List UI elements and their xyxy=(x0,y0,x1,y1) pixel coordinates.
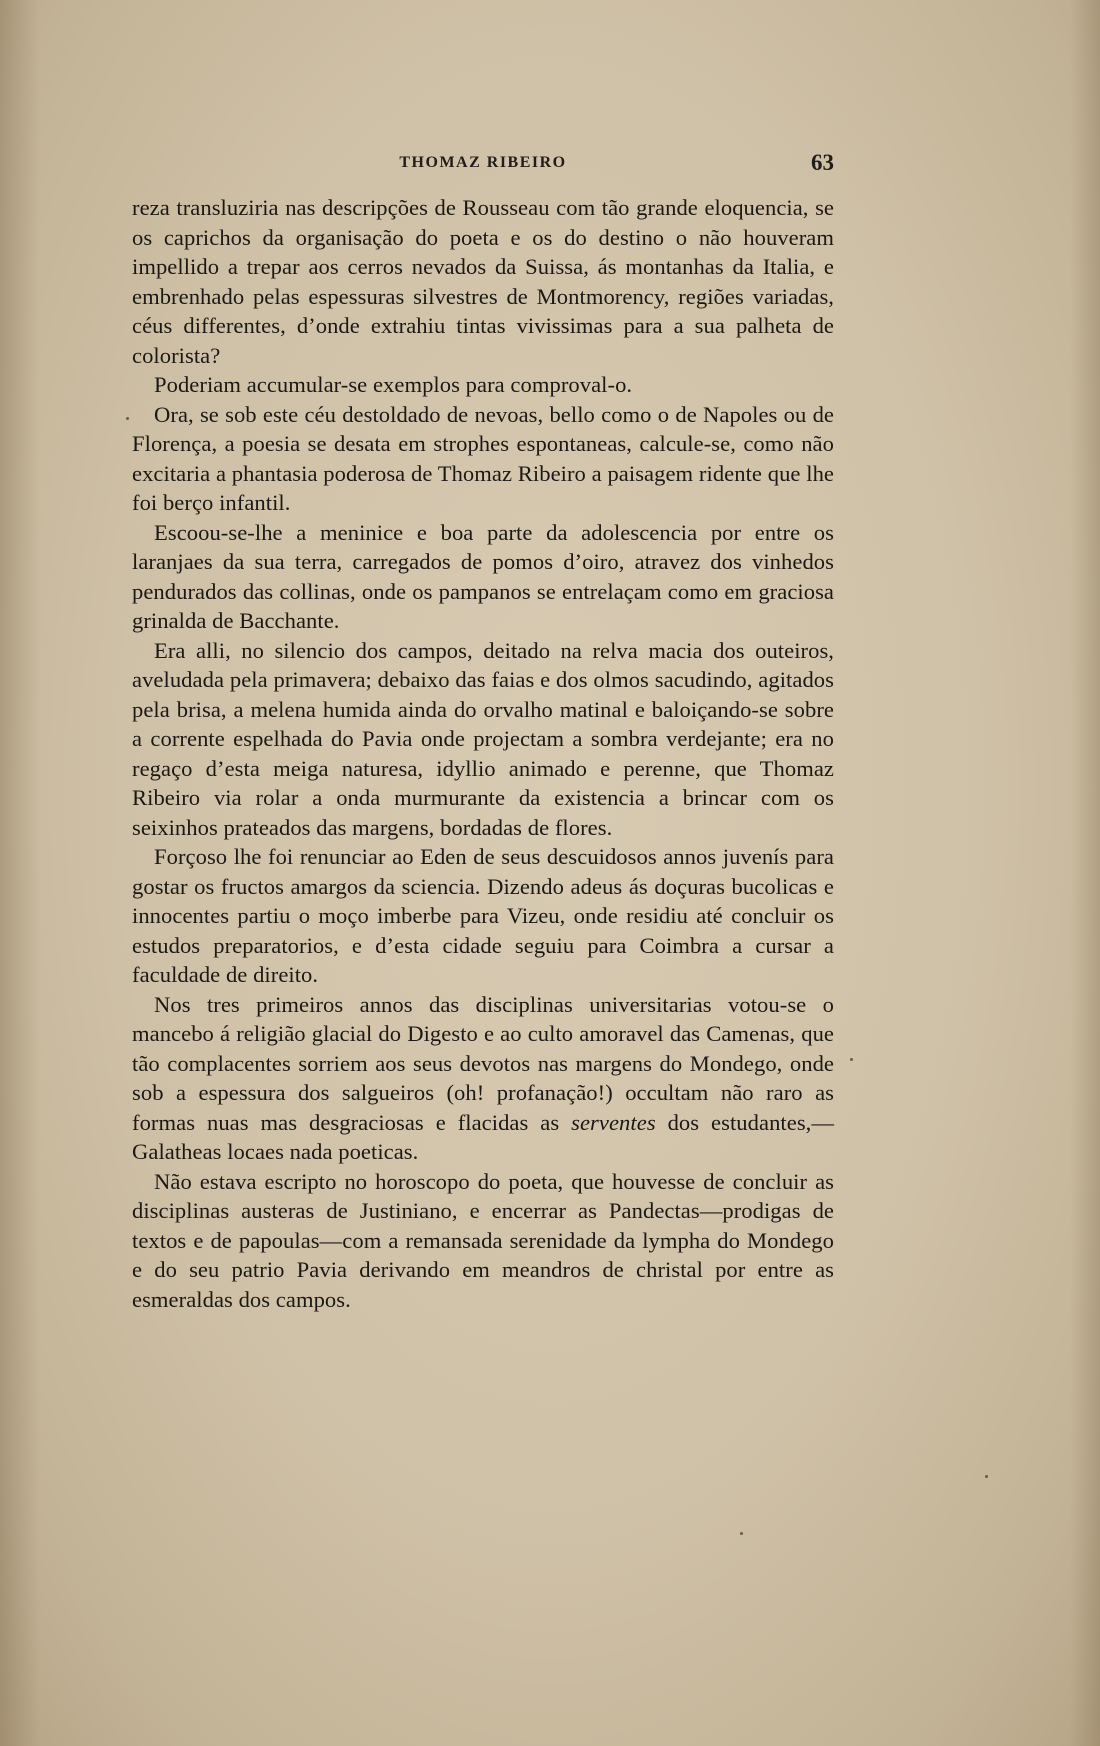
paragraph-7 xyxy=(132,990,834,1167)
paragraph-1: reza transluziria nas descripções de Rousseau com tão grande eloquencia, se os caprichos da organisação do poeta e os do destino o não houveram impellido a trepar aos cerros nevados da Suissa, ás montanhas da Italia, e embrenhado pelas espessuras silvestres de Montmorency, regiões variadas, céus differentes, d’onde extrahiu tintas vivissimas para a sua palheta de colorista? xyxy=(132,195,834,368)
paragraph-3: Ora, se sob este céu destoldado de nevoas, bello como o de Napoles ou de Florença, a poesia se desata em strophes espontaneas, calcule-se, como não excitaria a phantasia poderosa de Thomaz Ribeiro a paisagem ridente que lhe foi berço infantil. xyxy=(132,401,834,515)
paragraph-7-text-b: dos estudantes,—Galatheas locaes nada poeticas. xyxy=(132,1109,835,1164)
paragraph-5: Era alli, no silencio dos campos, deitado na relva macia dos outeiros, aveludada pela primavera; debaixo das faias e dos olmos sacudindo, agitados pela brisa, a melena humida ainda do orvalho matinal e baloiçando-se sobre a corrente espelhada do Pavia onde projectam a sombra verdejante; era no regaço d’esta meiga naturesa, idyllio animado e perenne, que Thomaz Ribeiro via rolar a onda murmurante da existencia a brincar com os seixinhos prateados das margens, bordadas de flores. xyxy=(132,637,834,840)
paragraph-6: Forçoso lhe foi renunciar ao Eden de seus descuidosos annos juvenís para gostar os fructos amargos da sciencia. Dizendo adeus ás doçuras bucolicas e innocentes partiu o moço imberbe para Vizeu, onde residiu até concluir os estudos preparatorios, e d’esta cidade seguiu para Coimbra a cursar a faculdade de direito. xyxy=(132,844,834,987)
page-edge-shadow-left xyxy=(0,0,40,1746)
paragraph-7-text-a: Nos tres primeiros annos das disciplinas universitarias votou-se o mancebo á religião glacial do Digesto e ao culto amoravel das Camenas, que tão complacentes sorriem aos seus devotos nas margens do Mondego, onde sob a espessura dos salgueiros (oh! profanação!) occultam não raro as formas nuas mas desgraciosas e flacidas as xyxy=(132,991,834,1135)
running-head: THOMAZ RIBEIRO xyxy=(399,154,567,171)
paragraph-2: Poderiam accumular-se exemplos para comproval-o. xyxy=(154,372,633,397)
page-header xyxy=(132,150,834,178)
paragraph-8: Não estava escripto no horoscopo do poeta, que houvesse de concluir as disciplinas austeras de Justiniano, e encerrar as Pandectas—prodigas de textos e de papoulas—com a remansada serenidade da lympha do Mondego e do seu patrio Pavia derivando em meandros de christal por entre as esmeraldas dos campos. xyxy=(132,1168,834,1312)
paper-speck xyxy=(850,1058,853,1061)
paragraph-7-italic: serventes xyxy=(571,1109,656,1135)
page-edge-shadow-right xyxy=(1070,0,1100,1746)
body-text xyxy=(132,193,834,1314)
page-number: 63 xyxy=(811,150,834,175)
paragraph-4: Escoou-se-lhe a meninice e boa parte da adolescencia por entre os laranjaes da sua terra, carregados de pomos d’oiro, atravez dos vinhedos pendurados das collinas, onde os pampanos se entrelaçam como em graciosa grinalda de Bacchante. xyxy=(132,519,834,633)
paper-speck xyxy=(985,1475,988,1478)
paper-speck xyxy=(126,417,129,420)
paper-speck xyxy=(740,1532,743,1535)
